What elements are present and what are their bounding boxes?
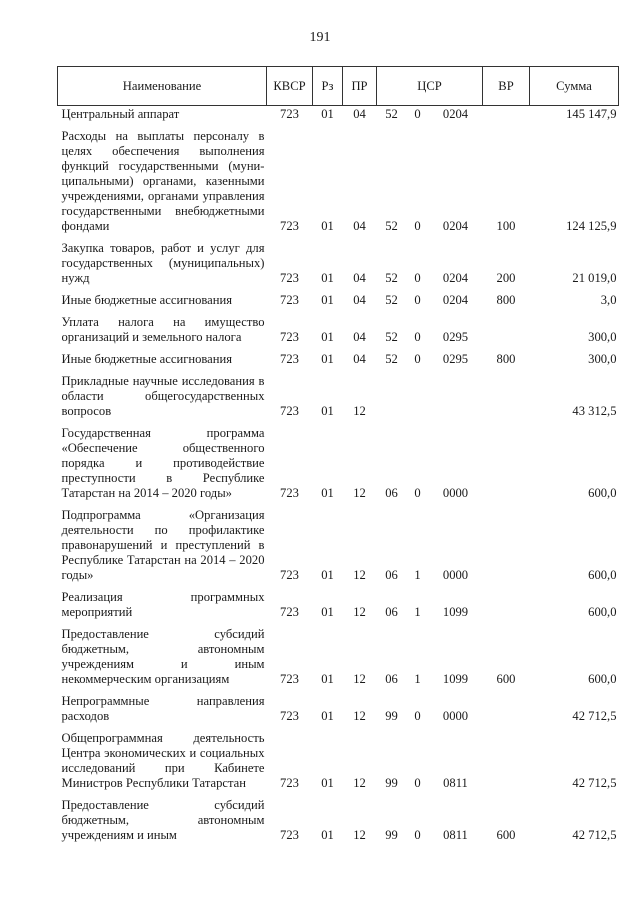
cell-pr: 04	[353, 219, 366, 233]
cell-kvsr: 723	[280, 404, 299, 418]
cell-rz: 01	[321, 709, 334, 723]
cell-rz: 01	[321, 271, 334, 285]
cell-rz: 01	[321, 352, 334, 366]
cell-csr2: 0	[414, 271, 421, 285]
cell-sum: 300,0	[588, 352, 617, 366]
cell-sum: 300,0	[588, 330, 617, 344]
cell-name: Закупка товаров, работ и услуг для государственных (муниципальных) нужд	[61, 241, 265, 285]
cell-sum: 21 019,0	[572, 271, 617, 285]
table-row	[58, 289, 619, 311]
cell-csr2: 1	[414, 568, 421, 582]
cell-csr3: 0000	[442, 709, 469, 723]
header-vr: ВР	[483, 67, 530, 106]
cell-csr2: 0	[414, 219, 421, 233]
cell-pr: 12	[353, 828, 366, 842]
cell-csr2: 0	[414, 709, 421, 723]
cell-csr3: 0000	[442, 486, 469, 500]
cell-pr: 04	[353, 271, 366, 285]
cell-kvsr: 723	[280, 330, 299, 344]
table-body	[58, 106, 619, 847]
cell-csr1: 52	[385, 330, 398, 344]
cell-kvsr: 723	[280, 672, 299, 686]
cell-rz: 01	[321, 293, 334, 307]
cell-rz: 01	[321, 605, 334, 619]
cell-csr3: 0204	[442, 107, 469, 121]
cell-csr3: 0204	[442, 293, 469, 307]
cell-csr2: 0	[414, 293, 421, 307]
cell-sum: 43 312,5	[572, 404, 617, 418]
cell-sum: 145 147,9	[566, 107, 617, 121]
cell-rz: 01	[321, 107, 334, 121]
cell-pr: 04	[353, 107, 366, 121]
cell-pr: 12	[353, 568, 366, 582]
cell-name: Непрограммные направления расходов	[61, 694, 265, 723]
cell-pr: 12	[353, 486, 366, 500]
table-row	[58, 237, 619, 289]
cell-csr1: 06	[385, 568, 398, 582]
cell-csr2: 0	[414, 486, 421, 500]
cell-csr1: 52	[385, 219, 398, 233]
table-row	[58, 311, 619, 348]
cell-vr	[483, 370, 530, 422]
cell-name: Подпрограмма «Организация деятельности по профилактике правонарушений и преступлений в Республике Татарстан на 2014 – 2020 годы»	[61, 508, 265, 582]
cell-vr	[483, 106, 530, 126]
cell-vr	[483, 690, 530, 727]
cell-vr	[483, 422, 530, 504]
cell-csr3: 0204	[442, 271, 469, 285]
table-row	[58, 106, 619, 126]
cell-vr: 800	[496, 352, 516, 366]
cell-csr1: 52	[385, 352, 398, 366]
table-row	[58, 690, 619, 727]
cell-csr3: 0204	[442, 219, 469, 233]
table-row	[58, 370, 619, 422]
cell-csr3: 0811	[443, 828, 468, 842]
cell-name: Центральный аппарат	[61, 107, 180, 121]
cell-csr1: 52	[385, 271, 398, 285]
cell-kvsr: 723	[280, 271, 299, 285]
header-rz: Рз	[313, 67, 343, 106]
cell-csr1: 06	[385, 672, 398, 686]
header-csr: ЦСР	[377, 67, 483, 106]
cell-name: Предоставление субсидий бюджетным, автономным учреждениям и иным	[61, 798, 265, 842]
cell-rz: 01	[321, 776, 334, 790]
cell-kvsr: 723	[280, 709, 299, 723]
cell-rz: 01	[321, 219, 334, 233]
cell-csr1: 06	[385, 605, 398, 619]
cell-kvsr: 723	[280, 568, 299, 582]
cell-rz: 01	[321, 828, 334, 842]
cell-rz: 01	[321, 568, 334, 582]
cell-name: Общепрограммная деятельность Центра экономических и социальных исследований при Кабинете Министров Республики Татарстан	[61, 731, 265, 790]
cell-csr3: 0000	[442, 568, 469, 582]
cell-pr: 12	[353, 776, 366, 790]
cell-csr3: 1099	[442, 672, 469, 686]
cell-sum: 600,0	[588, 568, 617, 582]
cell-sum: 600,0	[588, 486, 617, 500]
cell-vr	[483, 311, 530, 348]
cell-pr: 12	[353, 605, 366, 619]
cell-name: Уплата налога на имущество организаций и земельного налога	[61, 315, 265, 344]
page-number: 191	[309, 30, 331, 45]
cell-kvsr: 723	[280, 107, 299, 121]
cell-csr2	[407, 370, 429, 422]
cell-csr3: 0811	[443, 776, 468, 790]
cell-csr1: 99	[385, 828, 398, 842]
table-row	[58, 727, 619, 794]
cell-rz: 01	[321, 672, 334, 686]
table-row	[58, 586, 619, 623]
cell-kvsr: 723	[280, 828, 299, 842]
header-pr: ПР	[343, 67, 377, 106]
cell-sum: 42 712,5	[572, 828, 617, 842]
cell-rz: 01	[321, 404, 334, 418]
cell-pr: 04	[353, 352, 366, 366]
table-row	[58, 348, 619, 370]
cell-csr2: 0	[414, 352, 421, 366]
table-row	[58, 794, 619, 846]
cell-csr3: 0295	[442, 330, 469, 344]
cell-name: Прикладные научные исследования в области общегосударственных вопросов	[61, 374, 265, 418]
cell-pr: 04	[353, 293, 366, 307]
cell-rz: 01	[321, 330, 334, 344]
cell-sum: 124 125,9	[566, 219, 617, 233]
cell-csr1: 99	[385, 709, 398, 723]
budget-table	[57, 66, 619, 846]
cell-csr2: 0	[414, 776, 421, 790]
cell-kvsr: 723	[280, 352, 299, 366]
cell-vr: 600	[496, 672, 516, 686]
cell-sum: 42 712,5	[572, 709, 617, 723]
cell-csr1: 06	[385, 486, 398, 500]
cell-csr2: 0	[414, 828, 421, 842]
cell-name: Иные бюджетные ассигнования	[61, 293, 233, 307]
cell-csr3: 1099	[442, 605, 469, 619]
cell-sum: 3,0	[600, 293, 617, 307]
cell-kvsr: 723	[280, 776, 299, 790]
cell-csr3	[429, 370, 483, 422]
cell-vr	[483, 727, 530, 794]
cell-csr1: 52	[385, 107, 398, 121]
cell-csr2: 1	[414, 672, 421, 686]
table-row	[58, 422, 619, 504]
cell-csr2: 1	[414, 605, 421, 619]
cell-sum: 600,0	[588, 605, 617, 619]
cell-csr3: 0295	[442, 352, 469, 366]
header-name: Наименование	[58, 67, 267, 106]
cell-csr1	[377, 370, 407, 422]
cell-name: Расходы на выплаты персоналу в целях обеспечения выполнения функций государственными (муни-ципальными) органами, казенными учреждениями, органами управления государственными внебюджетными фондами	[61, 129, 265, 233]
cell-name: Иные бюджетные ассигнования	[61, 352, 233, 366]
table-row	[58, 125, 619, 237]
cell-vr: 200	[496, 271, 516, 285]
cell-kvsr: 723	[280, 486, 299, 500]
cell-name: Государственная программа «Обеспечение общественного порядка и противодействие преступности в Республике Татарстан на 2014 – 2020 годы»	[61, 426, 265, 500]
cell-name: Предоставление субсидий бюджетным, автономным учреждениям и иным некоммерческим организациям	[61, 627, 265, 686]
cell-csr2: 0	[414, 330, 421, 344]
cell-vr: 800	[496, 293, 516, 307]
cell-kvsr: 723	[280, 219, 299, 233]
cell-vr: 600	[496, 828, 516, 842]
header-sum: Сумма	[530, 67, 619, 106]
cell-csr1: 52	[385, 293, 398, 307]
cell-pr: 12	[353, 709, 366, 723]
cell-pr: 04	[353, 330, 366, 344]
cell-vr	[483, 586, 530, 623]
cell-rz: 01	[321, 486, 334, 500]
cell-name: Реализация программных мероприятий	[61, 590, 265, 619]
cell-pr: 12	[353, 404, 366, 418]
cell-kvsr: 723	[280, 605, 299, 619]
cell-vr	[483, 504, 530, 586]
cell-vr: 100	[496, 219, 516, 233]
cell-sum: 42 712,5	[572, 776, 617, 790]
cell-sum: 600,0	[588, 672, 617, 686]
cell-csr1: 99	[385, 776, 398, 790]
cell-csr2: 0	[414, 107, 421, 121]
table-row	[58, 623, 619, 690]
header-kvsr: КВСР	[267, 67, 313, 106]
table-row	[58, 504, 619, 586]
cell-kvsr: 723	[280, 293, 299, 307]
cell-pr: 12	[353, 672, 366, 686]
table-header-row	[58, 67, 619, 106]
